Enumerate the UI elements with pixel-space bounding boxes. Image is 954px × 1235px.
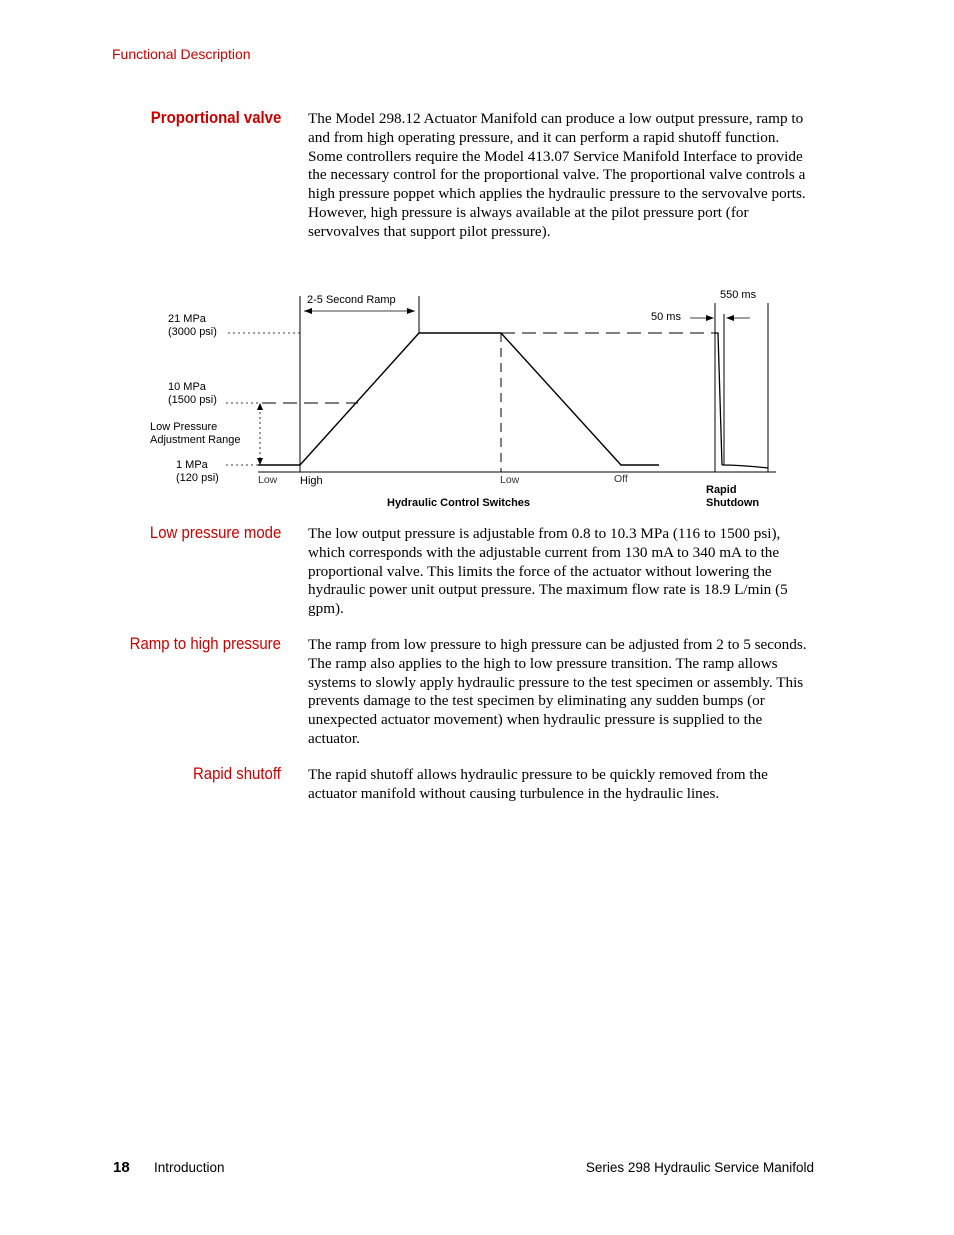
label-3000psi: (3000 psi): [168, 326, 217, 338]
label-switch-low-1: Low: [258, 474, 278, 486]
label-switch-off: Off: [614, 473, 628, 485]
label-low-pressure: Low Pressure: [150, 421, 218, 433]
label-shutdown: Shutdown: [706, 497, 760, 509]
heading-rapid-shutoff: Rapid shutoff: [193, 764, 281, 783]
label-50ms: 50 ms: [651, 311, 681, 323]
footer-document-title: Series 298 Hydraulic Service Manifold: [585, 1160, 814, 1175]
paragraph-text: The low output pressure is adjustable from 0.8 to 10.3 MPa (116 to 1500 psi), which corresponds with the adjustable current from 130 mA to 340 mA to the proportional valve. This limits the force of the actuator without lowering the hydraulic power unit output pressure. The maximum flow rate is 18.9 L/min (5 gpm).: [308, 525, 788, 618]
heading-proportional-valve: Proportional valve: [150, 108, 281, 127]
range-arrow-up: [257, 403, 263, 410]
label-adjustment-range: Adjustment Range: [150, 434, 241, 446]
heading-ramp-to-high-pressure: Ramp to high pressure: [129, 634, 281, 653]
label-switch-high: High: [300, 475, 323, 487]
heading-low-pressure-mode: Low pressure mode: [149, 523, 281, 542]
pressure-curve: [258, 333, 659, 465]
label-21mpa: 21 MPa: [168, 313, 206, 325]
label-rapid: Rapid: [706, 484, 737, 496]
paragraph-low-pressure-mode: [308, 525, 814, 619]
label-550ms: 550 ms: [720, 289, 757, 301]
running-header: Functional Description: [112, 46, 251, 62]
rapid-shutdown-curve: [715, 333, 722, 465]
label-switch-low-2: Low: [500, 474, 520, 486]
label-1mpa: 1 MPa: [176, 459, 208, 471]
page-number: 18: [113, 1159, 130, 1176]
paragraph-ramp-to-high-pressure: [308, 636, 814, 749]
label-ramp: 2-5 Second Ramp: [307, 294, 396, 306]
label-120psi: (120 psi): [176, 472, 219, 484]
pressure-timing-diagram: [0, 0, 954, 520]
paragraph-text: The rapid shutoff allows hydraulic pressure to be quickly removed from the actuator manifold without causing turbulence in the hydraulic lines.: [308, 766, 768, 802]
label-hydraulic-control-switches: Hydraulic Control Switches: [387, 497, 531, 509]
paragraph-text: The Model 298.12 Actuator Manifold can produce a low output pressure, ramp to and from high operating pressure, and it can perform a rapid shutoff function. Some controllers require the Model 413.07 Service Manifold Interface to provide the necessary control for the proportional valve. The proportional valve controls a high pressure poppet which applies the hydraulic pressure to the servovalve ports. However, high pressure is always available at the pilot pressure port (for servovalves that support pilot pressure).: [308, 110, 806, 240]
ms50-arrow: [706, 315, 714, 321]
ramp-arrow-left: [304, 308, 312, 314]
ms550-arrow: [726, 315, 734, 321]
ramp-arrow-right: [407, 308, 415, 314]
label-1500psi: (1500 psi): [168, 394, 217, 406]
paragraph-text: The ramp from low pressure to high pressure can be adjusted from 2 to 5 seconds. The ramp also applies to the high to low pressure transition. The ramp allows systems to slowly apply hydraulic pressure to the test specimen or assembly. This prevents damage to the test specimen by eliminating any sudden bumps (or unexpected actuator movement) when hydraulic pressure is supplied to the actuator.: [308, 636, 807, 747]
label-10mpa: 10 MPa: [168, 381, 206, 393]
footer-section: Introduction: [154, 1160, 225, 1175]
range-arrow-down: [257, 458, 263, 465]
paragraph-rapid-shutoff: [308, 766, 814, 804]
rapid-decay-curve: [722, 465, 768, 468]
